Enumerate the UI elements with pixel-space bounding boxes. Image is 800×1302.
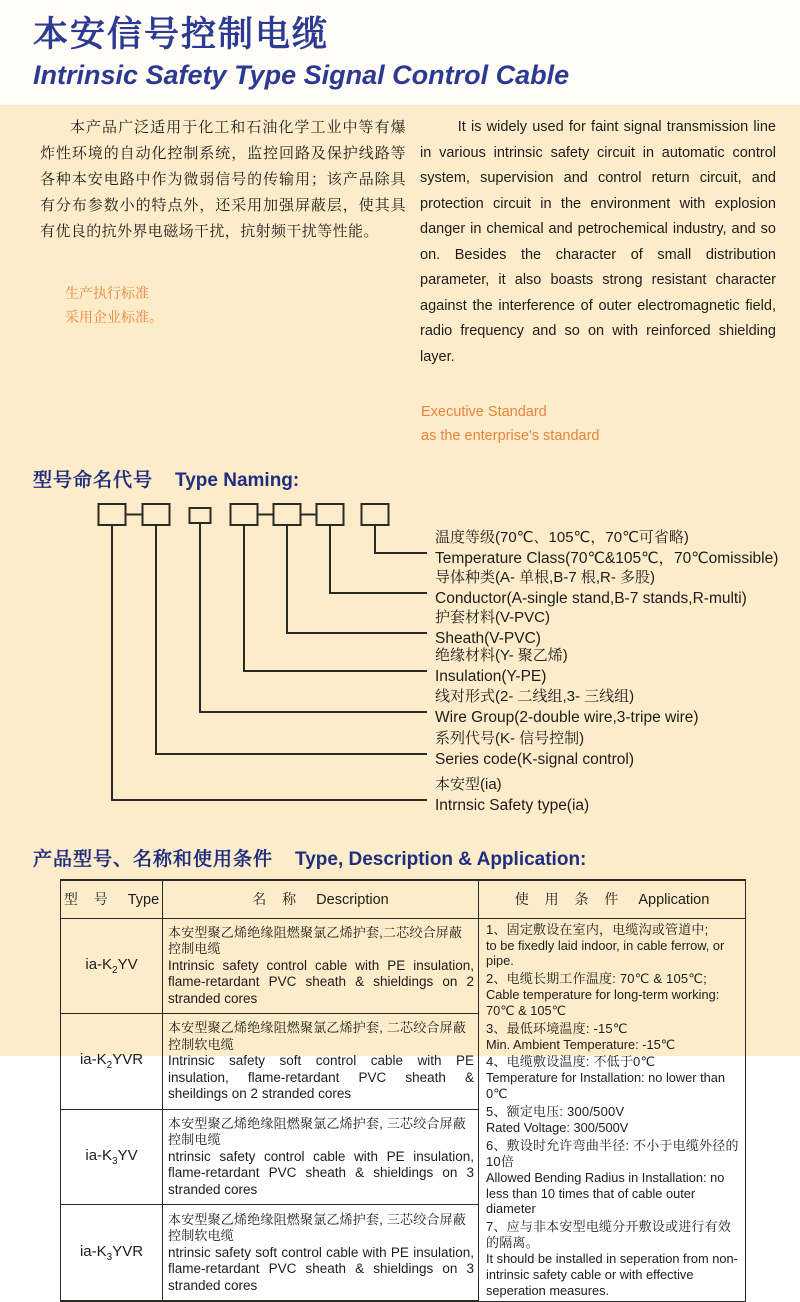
- page-title-english: Intrinsic Safety Type Signal Control Cable: [33, 60, 570, 90]
- pointer-line-conductor: [330, 525, 427, 593]
- header-description-cn: 名 称: [252, 891, 303, 908]
- header-application-cn: 使 用 条 件: [514, 891, 625, 908]
- naming-label-insulation-cn: 绝缘材料(Y- 聚乙烯): [435, 647, 568, 664]
- type-subscript: 2: [112, 964, 118, 976]
- pointer-line-series-code: [156, 525, 427, 754]
- intro-column-english: [420, 115, 776, 448]
- type-naming-heading-en: Type Naming:: [175, 470, 300, 491]
- code-box-6: [317, 504, 344, 525]
- executive-standard-english: [421, 400, 776, 448]
- description-en: ntrinsic safety control cable with PE insulation, flame-retardant PVC sheath & shieldings on 3 stranded cores: [168, 1148, 474, 1197]
- description-en: Intrinsic safety control cable with PE insulation, flame-retardant PVC sheath & shieldings on 2 stranded cores: [168, 957, 474, 1006]
- naming-label-intrinsic-type-en: Intrnsic Safety type(ia): [435, 796, 590, 814]
- code-box-7: [362, 504, 389, 525]
- description-en: ntrinsic safety soft control cable with PE insulation, flame-retardant PVC sheath & shieldings on 3 stranded cores: [168, 1244, 474, 1293]
- content-area: [0, 105, 800, 1298]
- application-item-6: [486, 1138, 741, 1217]
- description-cn: 本安型聚乙烯绝缘阻燃聚氯乙烯护套, 三芯绞合屏蔽控制软电缆: [168, 1211, 467, 1244]
- code-box-5: [274, 504, 301, 525]
- naming-label-sheath-cn: 护套材料(V-PVC): [435, 609, 551, 626]
- naming-label-conductor-en: Conductor(A-single stand,B-7 stands,R-multi): [435, 589, 747, 607]
- naming-label-intrinsic-type-cn: 本安型(ia): [435, 776, 502, 793]
- pointer-line-sheath: [287, 525, 427, 633]
- type-subscript: 3: [112, 1156, 118, 1168]
- application-item-3-en: Min. Ambient Temperature: -15℃: [486, 1036, 676, 1052]
- application-item-3: [486, 1021, 741, 1053]
- naming-label-series-code: [435, 729, 634, 770]
- application-cell: [479, 918, 746, 1301]
- header-description: [163, 880, 479, 918]
- code-box-3: [190, 508, 211, 523]
- application-item-4-cn: 4、电缆敷设温度: 不低于0℃: [486, 1054, 656, 1070]
- application-item-3-cn: 3、最低环境温度: -15℃: [486, 1020, 628, 1036]
- naming-label-intrinsic-type: [435, 775, 589, 816]
- naming-label-series-code-cn: 系列代号(K- 信号控制): [435, 730, 585, 747]
- header-type-en: Type: [127, 892, 160, 909]
- application-item-2-en: Cable temperature for long-term working: 70℃ & 105℃: [486, 987, 720, 1018]
- naming-label-temperature-cn: 温度等级(70℃、105℃，70℃可省略): [435, 529, 689, 546]
- header-description-en: Description: [316, 892, 389, 909]
- application-item-7-en: It should be installed in seperation from non-intrinsic safety cable or with effective seperation measures.: [486, 1251, 738, 1298]
- application-item-7: [486, 1219, 741, 1298]
- application-item-5-en: Rated Voltage: 300/500V: [486, 1120, 629, 1136]
- standard-line-2-cn: 采用企业标准。: [65, 309, 163, 325]
- intro-section: [0, 115, 800, 448]
- type-naming-diagram: [0, 496, 800, 840]
- description-cn: 本安型聚乙烯绝缘阻燃聚氯乙烯护套, 三芯绞合屏蔽控制电缆: [168, 1115, 467, 1148]
- description-en: Intrinsic safety soft control cable with PE insulation, flame-retardant PVC sheath & sheildings on 2 stranded cores: [168, 1053, 474, 1102]
- products-table: [60, 879, 746, 1302]
- pointer-line-temperature: [375, 525, 427, 553]
- application-item-5-cn: 5、额定电压: 300/500V: [486, 1104, 625, 1120]
- table-header-row: [61, 880, 746, 918]
- products-heading-en: Type, Description & Application:: [295, 849, 587, 870]
- description-cell: [163, 1205, 479, 1301]
- header-application-en: Application: [638, 892, 710, 909]
- type-cell: [61, 918, 163, 1014]
- type-cell: [61, 1014, 163, 1110]
- type-text: ia-K: [85, 1147, 113, 1165]
- naming-label-wire-group-en: Wire Group(2-double wire,3-tripe wire): [435, 708, 699, 726]
- application-item-4-en: Temperature for Installation: no lower than 0℃: [486, 1070, 726, 1102]
- type-subscript: 2: [106, 1060, 113, 1072]
- type-suffix: YV: [117, 955, 138, 973]
- intro-paragraph-english: It is widely used for faint signal transmission line in various intrinsic safety circuit in automatic control system, supervision and control return circuit, and protection circuit in the environment with explosion danger in chemical and petrochemical industry, and so on. Besides the character of small distribution parameter, it also boasts strong resistant character against the interference of outer electromagnetic field, radio frequency and so on with reinforced shielding layer.: [420, 119, 776, 365]
- naming-label-conductor-cn: 导体种类(A- 单根,B-7 根,R- 多股): [435, 569, 655, 586]
- products-heading: [33, 844, 800, 871]
- type-text: ia-K: [79, 1051, 107, 1069]
- type-text: ia-K: [79, 1242, 107, 1260]
- pointer-line-intrinsic-type: [112, 525, 427, 800]
- pointer-line-insulation: [244, 525, 427, 671]
- header-type: [61, 880, 163, 918]
- code-box-2: [143, 504, 170, 525]
- description-cell: [163, 918, 479, 1014]
- application-item-1-en: to be fixedly laid indoor, in cable ferrow, or pipe.: [486, 937, 725, 969]
- application-item-6-cn: 6、敷设时允许弯曲半径: 不小于电缆外径的10倍: [486, 1137, 739, 1169]
- type-cell: [61, 1205, 163, 1301]
- pointer-line-wire-group: [200, 523, 427, 712]
- type-cell: [61, 1109, 163, 1205]
- application-item-1-cn: 1、固定敷设在室内，电缆沟或管道中;: [486, 921, 709, 937]
- header-type-cn: 型 号: [63, 891, 114, 908]
- description-cn: 本安型聚乙烯绝缘阻燃聚氯乙烯护套, 二芯绞合屏蔽控制软电缆: [168, 1020, 467, 1052]
- application-item-6-en: Allowed Bending Radius in Installation: no less than 10 times that of cable outer diameter: [486, 1169, 725, 1217]
- naming-label-temperature: [435, 528, 778, 569]
- naming-label-sheath-en: Sheath(V-PVC): [435, 629, 541, 647]
- naming-label-wire-group-cn: 线对形式(2- 二线组,3- 三线组): [435, 688, 635, 705]
- naming-label-temperature-en: Temperature Class(70℃&105℃，70℃omissible): [435, 549, 779, 567]
- naming-label-wire-group: [435, 687, 699, 728]
- standard-line-1-en: Executive Standard: [421, 404, 547, 420]
- naming-label-conductor: [435, 568, 747, 609]
- application-item-2-cn: 2、电缆长期工作温度: 70℃ & 105℃;: [486, 971, 707, 987]
- description-cell: [163, 1109, 479, 1205]
- naming-label-series-code-en: Series code(K-signal control): [435, 750, 635, 768]
- standard-line-1-cn: 生产执行标准: [65, 285, 149, 301]
- code-box-4: [231, 504, 258, 525]
- description-cell: [163, 1014, 479, 1110]
- page-title-chinese: 本安信号控制电缆: [33, 15, 330, 54]
- description-cn: 本安型聚乙烯绝缘阻燃聚氯乙烯护套,二芯绞合屏蔽控制电缆: [168, 924, 463, 957]
- type-naming-heading-cn: 型号命名代号: [33, 470, 154, 491]
- type-suffix: YVR: [112, 1051, 144, 1069]
- standard-line-2-en: as the enterprise's standard: [421, 428, 600, 444]
- application-item-7-cn: 7、应与非本安型电缆分开敷设或进行有效的隔离。: [486, 1219, 732, 1251]
- type-naming-heading: [33, 465, 800, 492]
- page-header: [0, 0, 800, 105]
- type-suffix: YV: [117, 1147, 138, 1165]
- application-item-4: [486, 1054, 741, 1102]
- type-text: ia-K: [85, 955, 113, 973]
- intro-paragraph-chinese: 本产品广泛适用于化工和石油化学工业中等有爆炸性环境的自动化控制系统，监控回路及保护线路等各种本安电路中作为微弱信号的传输用；该产品除具有分布参数小的特点外，还采用加强屏蔽层，使其具有优良的抗外界电磁场干扰，抗射频干扰等性能。: [40, 119, 406, 240]
- naming-label-insulation-en: Insulation(Y-PE): [435, 667, 547, 685]
- type-suffix: YVR: [112, 1242, 144, 1260]
- table-row: [61, 918, 746, 1014]
- naming-label-insulation: [435, 646, 568, 687]
- executive-standard-chinese: [65, 281, 406, 329]
- intro-column-chinese: [40, 115, 406, 448]
- products-heading-cn: 产品型号、名称和使用条件: [33, 849, 274, 870]
- application-item-1: [486, 922, 741, 970]
- header-application: [479, 880, 746, 918]
- code-box-1: [99, 504, 126, 525]
- application-item-5: [486, 1104, 741, 1136]
- type-subscript: 3: [106, 1251, 113, 1263]
- application-item-2: [486, 971, 741, 1019]
- naming-label-sheath: [435, 608, 550, 649]
